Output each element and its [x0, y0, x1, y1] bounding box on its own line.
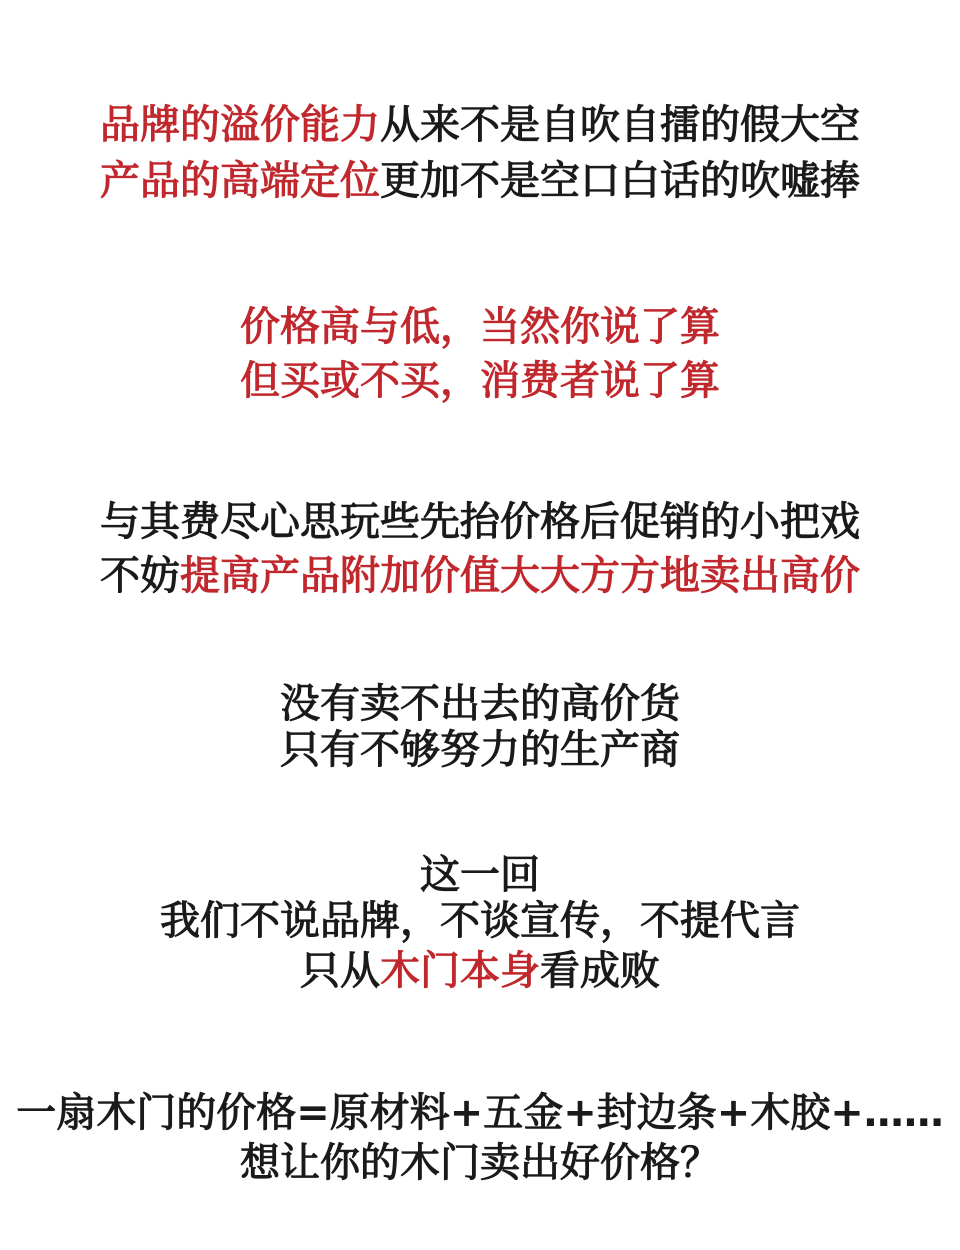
block2-line2: 但买或不买，消费者说了算 [240, 358, 720, 404]
block6-line1: 一扇木门的价格=原材料+五金+封边条+木胶+…… [16, 1090, 944, 1136]
block1-line2-red: 产品的高端定位 [100, 158, 380, 204]
block3-line2-dark: 不妨 [100, 553, 180, 599]
block1-line2 [0, 156, 960, 206]
block1-line1-dark: 从来不是自吹自擂的假大空 [380, 102, 860, 148]
block6-line2: 想让你的木门卖出好价格？ [240, 1140, 720, 1186]
block5-line1: 这一回 [420, 852, 540, 898]
block4-line1: 没有卖不出去的高价货 [280, 681, 680, 727]
block1-line1-red: 品牌的溢价能力 [100, 102, 380, 148]
block4-line2: 只有不够努力的生产商 [280, 727, 680, 773]
block3-line1: 与其费尽心思玩些先抬价格后促销的小把戏 [100, 499, 860, 545]
block1-line2-dark: 更加不是空口白话的吹嘘捧 [380, 158, 860, 204]
block1-line1 [0, 100, 960, 150]
block5-line3 [0, 946, 960, 996]
block5-line3-red: 木门本身 [380, 948, 540, 994]
block5-line2: 我们不说品牌，不谈宣传，不提代言 [160, 898, 800, 944]
block3-line2 [0, 551, 960, 601]
block5-line3-dark-before: 只从 [300, 948, 380, 994]
block5-line3-dark-after: 看成败 [540, 948, 660, 994]
block3-line2-red: 提高产品附加价值大大方方地卖出高价 [180, 553, 860, 599]
block2-line1: 价格高与低，当然你说了算 [240, 304, 720, 350]
